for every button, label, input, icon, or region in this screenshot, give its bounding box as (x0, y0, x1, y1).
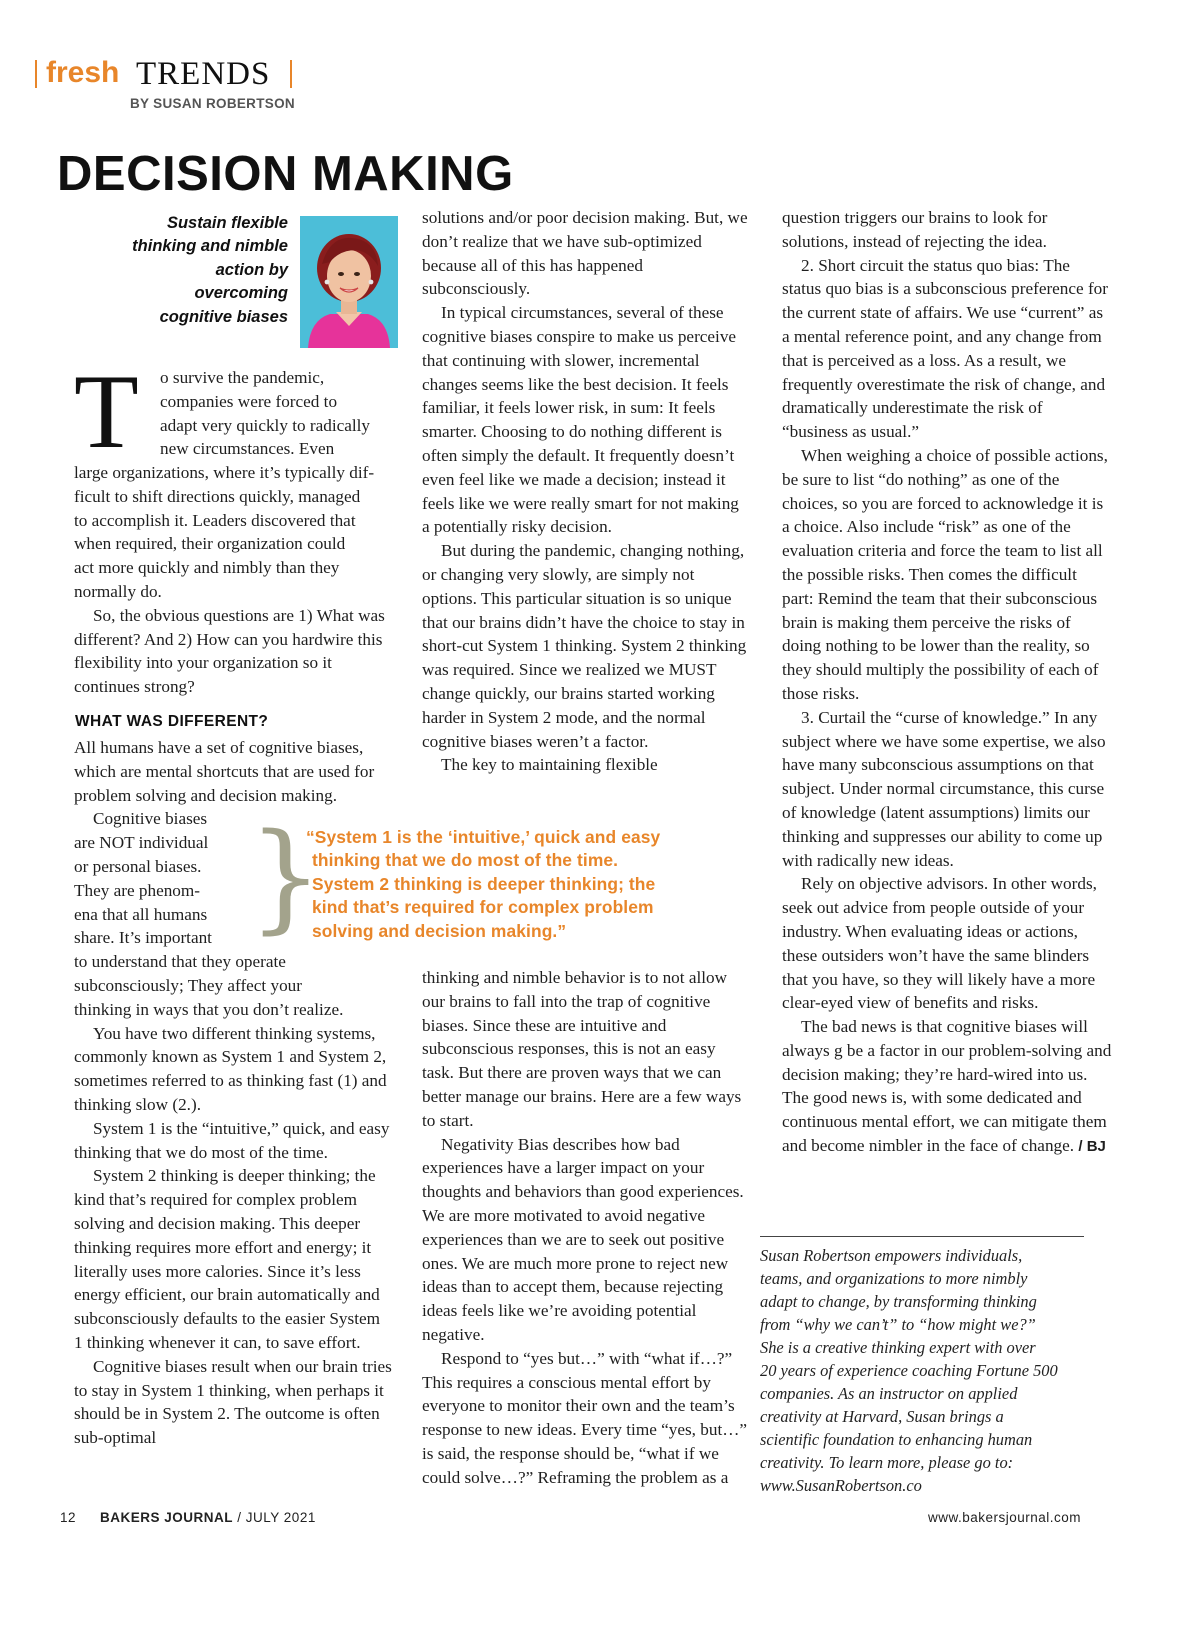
magazine-name: BAKERS JOURNAL (100, 1510, 234, 1525)
paragraph: All humans have a set of cognitive biases, which are mental shortcuts that are used for problem solving and decision making. (74, 738, 375, 805)
paragraph: In typical circumstances, several of these cognitive biases conspire to make us perceive that continuing with slower, incremental changes seems like the best decision. It feels familiar, it feels lower risk, in sum: It feels smarter. Choosing to do nothing different is often simply the default. It frequently doesn’t even feel like we made a decision; instead it feels like we were really smart for not making a potentially risky decision. (422, 303, 739, 537)
narrow-line: are NOT individual (74, 833, 209, 853)
paragraph: But during the pandemic, changing nothing, or changing very slowly, are simply not options. This particular situation is so unique that our brains didn’t have the choice to stay in short-cut System 1 thinking. System 2 thinking was required. Since we realized we MUST change quickly, our brains started working harder in System 2 mode, and the normal cognitive biases weren’t a factor. (422, 541, 747, 751)
deck-line: overcoming (194, 284, 288, 303)
intro-line: companies were forced to (160, 391, 338, 411)
column-1-upper (74, 461, 398, 699)
intro-line: act more quickly and nimbly than they (74, 558, 340, 578)
paragraph (782, 1015, 1112, 1159)
paragraph: You have two different thinking systems, commonly known as System 1 and System 2, sometimes referred to as thinking fast (1) and thinking slow (2.). (74, 1023, 387, 1114)
bio-line: Susan Robertson empowers individuals, (760, 1246, 1023, 1265)
paragraph: When weighing a choice of possible actions, be sure to list “do nothing” as one of the choices, so you are forced to acknowledge it is a choice. Also include “risk” as one of the evaluation criteria and force the team to list all the possible risks. Then comes the difficult part: Remind the team that their subconscious brain is making them perceive the risks of doing nothing to be lower than the reality, so they should multiply the possibility of each of those risks. (782, 445, 1108, 703)
pullquote-line: System 2 thinking is deeper thinking; the (312, 873, 656, 894)
narrow-line: ena that all humans (74, 904, 208, 924)
paragraph: System 1 is the “intuitive,” quick, and easy thinking that we do most of the time. (74, 1118, 390, 1162)
pull-quote (306, 826, 746, 943)
drop-cap: T (74, 353, 139, 470)
paragraph: So, the obvious questions are 1) What was different? And 2) How can you hardwire this flexibility into your organization so it continues strong? (74, 605, 385, 697)
paragraph: Respond to “yes but…” with “what if…?” This requires a conscious mental effort by everyone to monitor their own and the team’s response to new ideas. Every time “yes, but…” is said, the response should be, “what if we could solve…?” Reframing the problem as a (422, 1348, 748, 1487)
intro-line: adapt very quickly to radically (160, 415, 370, 435)
paragraph: solutions and/or poor decision making. But, we don’t realize that we have sub-optimized because all of this has happened subconsciously. (422, 208, 748, 299)
author-bio (760, 1244, 1090, 1497)
column-2-lower (422, 966, 748, 1490)
bio-line: scientific foundation to enhancing human (760, 1430, 1033, 1449)
pullquote-line: solving and decision making.” (312, 920, 567, 941)
bio-line: adapt to change, by transforming thinking (760, 1292, 1037, 1311)
paragraph: The key to maintaining flexible (441, 755, 658, 775)
pullquote-brace-icon: } (248, 807, 324, 945)
bio-line: companies. As an instructor on applied (760, 1384, 1018, 1403)
section-label-trends: TRENDS (136, 56, 271, 92)
paragraph: thinking and nimble behavior is to not allow our brains to fall into the trap of cognitive biases. Since these are intuitive and subconscious responses, this is not an easy task. But there are proven ways that we can better manage our brains. Here are a few ways to start. (422, 968, 742, 1130)
intro-line: to accomplish it. Leaders discovered that (74, 510, 356, 530)
pullquote-line: “System 1 is the ‘intuitive,’ quick and easy (306, 827, 661, 847)
deck-line: Sustain flexible (166, 214, 288, 232)
column-3 (782, 206, 1112, 1159)
deck-line: cognitive biases (159, 307, 288, 326)
footer-website[interactable]: www.bakersjournal.com (928, 1510, 1082, 1525)
signoff: / BJ (1078, 1138, 1106, 1156)
paragraph: System 2 thinking is deeper thinking; the kind that’s required for complex problem solving and decision making. This deeper thinking requires more effort and energy; it literally uses more calories. Since it’s less energy efficient, our brain automatically and subconsciously defaults to the easier System 1 thinking whenever it can, to save effort. (74, 1166, 380, 1352)
intro-line: o survive the pandemic, (160, 368, 325, 387)
bio-line: creativity at Harvard, Susan brings a (760, 1407, 1004, 1426)
narrow-line: to understand that they operate (74, 952, 286, 972)
narrow-line: Cognitive biases (93, 809, 208, 829)
intro-line: large organizations, where it’s typically dif- (74, 463, 375, 482)
subhead-what-was-different: WHAT WAS DIFFERENT? (75, 713, 269, 730)
intro-line: ficult to shift directions quickly, managed (74, 486, 361, 506)
narrow-line: subconsciously; They affect your (74, 975, 303, 995)
column-2-upper (422, 206, 748, 777)
pullquote-line: kind that’s required for complex problem (312, 897, 654, 918)
article-deck (84, 212, 288, 329)
bio-line: creativity. To learn more, please go to: (760, 1453, 1014, 1472)
author-portrait-illustration (300, 216, 398, 348)
deck-line: action by (215, 260, 288, 279)
paragraph: Cognitive biases result when our brain tries to stay in System 1 thinking, when perhaps it should be in System 2. The outcome is often sub-optimal (74, 1356, 392, 1448)
intro-line: when required, their organization could (74, 534, 346, 554)
paragraph: question triggers our brains to look for solutions, instead of rejecting the idea. (782, 208, 1048, 251)
page-number: 12 (60, 1510, 77, 1525)
pullquote-line: thinking that we do most of the time. (312, 850, 619, 871)
closing-text: The bad news is that cognitive biases will always g be a factor in our problem-solving and decision making; they’re hard-wired into us. The good news is, with some dedicated and continuous mental effort, we can mitigate them and become nimbler in the face of change. (782, 1017, 1112, 1156)
header-bar-right (290, 60, 292, 88)
narrow-line: They are phenom- (74, 880, 200, 900)
bio-line: She is a creative thinking expert with over (760, 1338, 1036, 1357)
author-photo (300, 216, 398, 348)
bio-line: teams, and organizations to more nimbly (760, 1269, 1028, 1288)
article-title: DECISION MAKING (57, 147, 514, 201)
bio-line: 20 years of experience coaching Fortune 500 (760, 1361, 1058, 1380)
deck-line: thinking and nimble (132, 237, 288, 256)
paragraph: Rely on objective advisors. In other words, seek out advice from people outside of your industry. When evaluating ideas or actions, these outsiders won’t have the same blinders that you have, so they will likely have a more clear-eyed view of benefits and risks. (782, 874, 1097, 1013)
bio-divider (760, 1236, 1084, 1237)
paragraph: 3. Curtail the “curse of knowledge.” In any subject where we have some expertise, we also have many subconscious assumptions on that subject. Under normal circumstance, this curse of knowledge (latent assumptions) limits our thinking and suppresses our ability to come up with radically new ideas. (782, 707, 1106, 870)
issue-date: / JULY 2021 (237, 1510, 316, 1525)
intro-wrapped-lines (160, 366, 400, 461)
narrow-line: or personal biases. (74, 856, 202, 876)
byline: BY SUSAN ROBERTSON (130, 96, 295, 111)
narrow-line: thinking in ways that you don’t realize. (74, 999, 344, 1019)
narrow-line: share. It’s important (74, 928, 212, 948)
paragraph: 2. Short circuit the status quo bias: The status quo bias is a subconscious preference for the current state of affairs. We use “current” as a mental reference point, and any change from that is perceived as a loss. As a result, we frequently overestimate the risk of change, and dramatically underestimate the risk of “business as usual.” (782, 255, 1108, 442)
intro-line: new circumstances. Even (160, 439, 335, 459)
header-bar-left (35, 60, 37, 88)
bio-line: from “why we can’t” to “how might we?” (760, 1315, 1036, 1334)
footer-magazine (100, 1510, 316, 1525)
section-label-fresh: fresh (46, 56, 120, 89)
intro-line: normally do. (74, 581, 162, 601)
paragraph: Negativity Bias describes how bad experiences have a larger impact on your thoughts and behaviors than good experiences. We are more motivated to avoid negative experiences than we are to seek out positive ones. We are much more prone to reject new ideas than to accept them, because rejecting ideas feels like we’re avoiding potential negative. (422, 1134, 744, 1344)
bio-link[interactable]: www.SusanRobertson.co (760, 1476, 922, 1495)
